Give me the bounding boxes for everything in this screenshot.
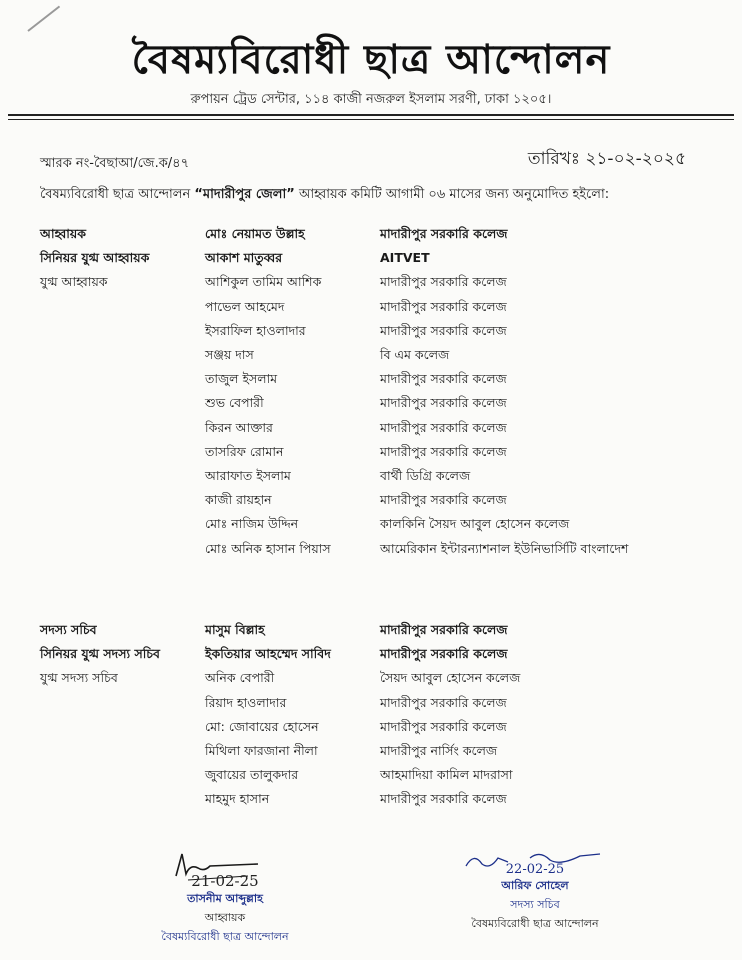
member-institution: আহমাদিয়া কামিল মাদরাসা [380,767,513,783]
committee-row [0,622,742,644]
committee-row [0,719,742,741]
member-institution: মাদারীপুর সরকারি কলেজ [380,622,508,637]
member-name: সঞ্জয় দাস [205,347,254,362]
member-institution: মাদারীপুর সরকারি কলেজ [380,395,507,411]
committee-row [0,767,742,789]
member-name: অনিক বেপারী [205,670,275,686]
committee-row [0,646,742,668]
approval-statement [40,185,720,206]
member-role: সদস্য সচিব [40,622,97,637]
member-name: কিরন আক্তার [205,419,273,435]
committee-row [0,516,742,538]
member-name: আরাফাত ইসলাম [205,468,291,483]
member-institution: বি এম কলেজ [380,347,450,362]
committee-row [0,444,742,466]
member-institution: AITVET [380,250,430,266]
member-institution: মাদারীপুর সরকারি কলেজ [380,492,507,508]
member-institution: মাদারীপুর সরকারি কলেজ [380,791,507,807]
committee-row [0,492,742,514]
committee-row [0,347,742,369]
left-signature-block [140,872,310,947]
member-institution: সৈয়দ আবুল হোসেন কলেজ [380,670,521,686]
member-institution: মাদারীপুর সরকারি কলেজ [380,694,507,710]
member-name: তাজুল ইসলাম [205,371,278,387]
member-institution: মাদারীপুর সরকারি কলেজ [380,226,508,241]
member-name: ইকতিয়ার আহম্মেদ সাবিদ [205,646,331,662]
member-name: কাজী রায়হান [205,492,272,508]
committee-row [0,371,742,393]
member-name: তাসরিফ রোমান [205,443,284,459]
member-name: জুবায়ের তালুকদার [205,767,299,783]
member-role: সিনিয়র যুগ্ম আহ্বায়ক [40,250,150,266]
header-rule-thin [8,119,734,120]
right-signatory-designation: সদস্য সচিব [510,898,560,911]
member-institution: মাদারীপুর সরকারি কলেজ [380,718,507,734]
member-institution: মাদারীপুর সরকারি কলেজ [380,419,507,435]
member-role: যুগ্ম আহ্বায়ক [40,274,108,290]
committee-row [0,250,742,272]
member-name: মোঃ অনিক হাসান পিয়াস [205,540,331,556]
right-signatory-org: বৈষম্যবিরোধী ছাত্র আন্দোলন [471,917,599,930]
left-signature-date: 21-02-25 [191,872,259,890]
committee-row [0,226,742,248]
committee-row [0,670,742,692]
member-institution: মাদারীপুর সরকারি কলেজ [380,274,507,290]
member-role: সিনিয়র যুগ্ম সদস্য সচিব [40,646,160,662]
member-name: মো: জোবায়ের হোসেন [205,718,319,734]
right-signature-block [440,862,630,934]
member-name: মাহমুদ হাসান [205,791,270,807]
issue-date: তারিখঃ ২১-০২-২০২৫ [527,149,686,169]
member-name: আকাশ মাতুব্বর [205,250,283,266]
committee-row [0,695,742,717]
committee-row [0,420,742,442]
committee-row [0,274,742,296]
intro-text-after: আহ্বায়ক কমিটি আগামী ০৬ মাসের জন্য অনুমোদিত হইলো: [294,187,610,202]
member-name: মোঃ নেয়ামত উল্লাহ [205,226,305,241]
memo-number: স্মারক নং-বৈছাআ/জে.ক/৪৭ [40,156,190,171]
office-address: রুপায়ন ট্রেড সেন্টার, ১১৪ কাজী নজরুল ইসলাম সরণী, ঢাকা ১২০৫। [190,92,552,107]
header-rule-thick [8,114,734,116]
member-name: মাসুম বিল্লাহ [205,622,265,637]
member-name: শুভ বেপারী [205,395,264,411]
member-institution: বার্থী ডিগ্রি কলেজ [380,468,471,483]
left-signatory-org: বৈষম্যবিরোধী ছাত্র আন্দোলন [161,930,289,943]
member-institution: মাদারীপুর সরকারি কলেজ [380,371,507,387]
member-name: মোঃ নাজিম উদ্দিন [205,516,299,532]
member-name: রিয়াদ হাওলাদার [205,694,287,710]
district-name: “মাদারীপুর জেলা” [194,187,295,202]
member-role: আহ্বায়ক [40,226,86,241]
document-title: বৈষম্যবিরোধী ছাত্র আন্দোলন [131,36,611,83]
member-institution: মাদারীপুর সরকারি কলেজ [380,298,507,314]
member-institution: মাদারীপুর সরকারি কলেজ [380,646,508,662]
right-signature-date: 22-02-25 [505,862,565,877]
committee-row [0,299,742,321]
member-institution: মাদারীপুর সরকারি কলেজ [380,443,507,459]
member-name: পাভেল আহমেদ [205,298,285,314]
member-institution: মাদারীপুর সরকারি কলেজ [380,322,507,338]
member-institution: কালকিনি সৈয়দ আবুল হোসেন কলেজ [380,516,570,532]
member-institution: আমেরিকান ইন্টারন্যাশনাল ইউনিভার্সিটি বাংলাদেশ [380,540,629,556]
member-name: মিথিলা ফারজানা নীলা [205,743,318,758]
committee-row [0,323,742,345]
member-role: যুগ্ম সদস্য সচিব [40,670,118,686]
left-signatory-designation: আহ্বায়ক [204,911,246,924]
committee-row [0,395,742,417]
member-name: আশিকুল তামিম আশিক [205,274,322,290]
committee-row [0,468,742,490]
left-signatory-name: তাসনীম আব্দুল্লাহ [187,892,263,905]
member-institution: মাদারীপুর নার্সিং কলেজ [380,743,498,758]
right-signatory-name: আরিফ সোহেল [501,879,569,892]
committee-row [0,791,742,813]
committee-row [0,541,742,563]
committee-row [0,743,742,765]
intro-text-before: বৈষম্যবিরোধী ছাত্র আন্দোলন [40,187,195,202]
member-name: ইসরাফিল হাওলাদার [205,322,306,338]
